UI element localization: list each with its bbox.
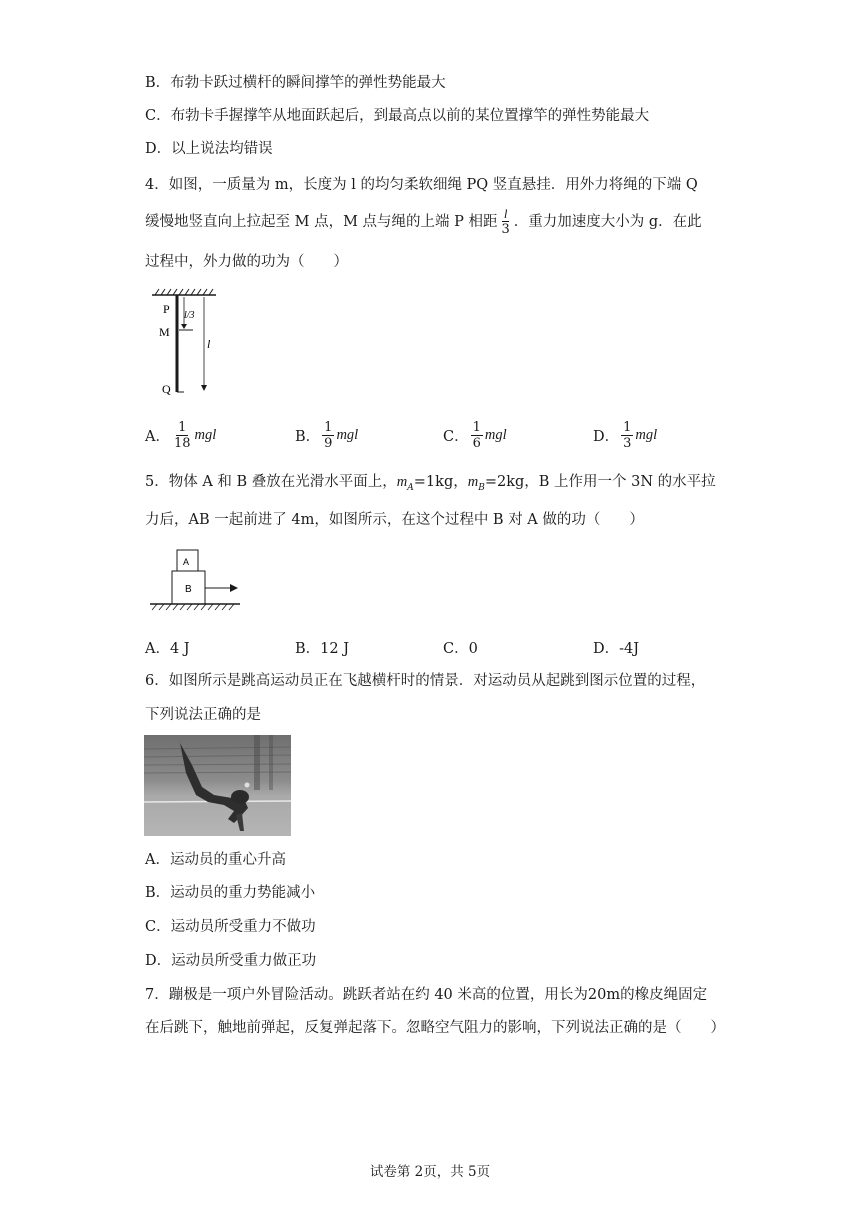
q5-option-a: A．4 J [145, 641, 190, 657]
q4-option-d-letter: D． [593, 429, 620, 445]
q4-label-l: l [207, 337, 211, 351]
q4-option-c-num: 1 [472, 420, 481, 435]
q3-option-c: C．布勃卡手握撑竿从地面跃起后，到最高点以前的某位置撑竿的弹性势能最大 [145, 108, 650, 124]
q5-label-b: B [185, 584, 192, 595]
q4-label-p: P [163, 302, 170, 316]
q5-option-b: B．12 J [295, 641, 350, 657]
q4-fraction-den: 3 [501, 222, 510, 237]
q4-option-d-num: 1 [623, 420, 632, 435]
high-jump-image [144, 735, 291, 836]
q5-mass-a: m [396, 474, 408, 490]
q7-stem-line2: 在后跳下，触地前弹起，反复弹起落下。忽略空气阻力的影响，下列说法正确的是（ ） [145, 1020, 725, 1036]
q4-stem-line2-a: 缓慢地竖直向上拉起至 M 点，M 点与绳的上端 P 相距 [145, 213, 498, 230]
q4-fraction-num: l [503, 206, 508, 221]
q5-option-d: D．-4J [593, 641, 640, 657]
q4-option-a [145, 420, 216, 451]
q5-stem-line1-a: 5．物体 A 和 B 叠放在光滑水平面上， [145, 474, 397, 490]
q5-option-c: C．0 [443, 641, 478, 657]
q4-option-c-letter: C． [443, 429, 469, 445]
high-jump-photo [144, 735, 291, 836]
q6-option-c: C．运动员所受重力不做功 [145, 919, 316, 935]
q4-stem-line2 [145, 206, 702, 237]
q6-option-b: B．运动员的重力势能减小 [145, 885, 316, 901]
q4-option-a-den: 18 [173, 436, 191, 451]
q4-option-b [295, 420, 358, 451]
q4-option-b-expr: mgl [336, 427, 359, 443]
q4-option-d-expr: mgl [635, 427, 658, 443]
q6-option-a: A．运动员的重心升高 [145, 852, 286, 868]
q4-option-b-den: 9 [324, 436, 333, 451]
q4-option-c [443, 420, 507, 451]
q4-fraction [500, 206, 512, 237]
q4-option-a-expr: mgl [194, 427, 217, 443]
q4-option-d-den: 3 [623, 436, 632, 451]
q5-mass-b: m [467, 474, 479, 490]
q4-option-a-num: 1 [178, 420, 187, 435]
q5-mass-a-sub: A [407, 482, 414, 493]
q5-force-arrow [230, 584, 238, 592]
q4-label-q: Q [162, 382, 171, 396]
q6-stem-line1: 6．如图所示是跳高运动员正在飞越横杆时的情景．对运动员从起跳到图示位置的过程， [145, 673, 706, 689]
q4-stem-line2-b: ．重力加速度大小为 g．在此 [513, 213, 702, 230]
q5-stem-line2: 力后，AB 一起前进了 4m，如图所示，在这个过程中 B 对 A 做的功（ ） [145, 512, 644, 528]
q5-mass-a-value: =1kg， [413, 474, 468, 490]
q5-mass-b-value: =2kg，B 上作用一个 3N 的水平拉 [484, 474, 716, 490]
q4-option-d [593, 420, 657, 451]
q5-blocks-figure [148, 548, 243, 618]
q4-option-b-num: 1 [324, 420, 333, 435]
q4-option-c-den: 6 [472, 436, 481, 451]
page-footer: 试卷第 2页，共 5页 [369, 1164, 491, 1180]
q6-option-d: D．运动员所受重力做正功 [145, 953, 317, 969]
q5-stem-line1 [145, 472, 716, 498]
q3-option-b: B．布勃卡跃过横杆的瞬间撑竿的弹性势能最大 [145, 75, 446, 91]
q4-option-a-letter: A． [145, 429, 170, 445]
q6-stem-line2: 下列说法正确的是 [145, 707, 261, 723]
q4-stem-line1: 4．如图，一质量为 m，长度为 l 的均匀柔软细绳 PQ 竖直悬挂．用外力将绳的下端 Q [145, 177, 698, 193]
q4-option-b-letter: B． [295, 429, 321, 445]
q4-stem-line3: 过程中，外力做的功为（ ） [145, 254, 348, 270]
q4-label-m: M [159, 325, 170, 339]
q4-option-c-expr: mgl [484, 427, 507, 443]
q4-rope-figure [148, 288, 223, 398]
q3-option-d: D．以上说法均错误 [145, 141, 273, 157]
q5-label-a: A [183, 557, 190, 567]
q7-stem-line1: 7．蹦极是一项户外冒险活动。跳跃者站在约 40 米高的位置，用长为20m的橡皮绳固定 [145, 987, 708, 1003]
q5-mass-b-sub: B [478, 482, 485, 493]
q4-label-l3: l/3 [184, 310, 195, 321]
